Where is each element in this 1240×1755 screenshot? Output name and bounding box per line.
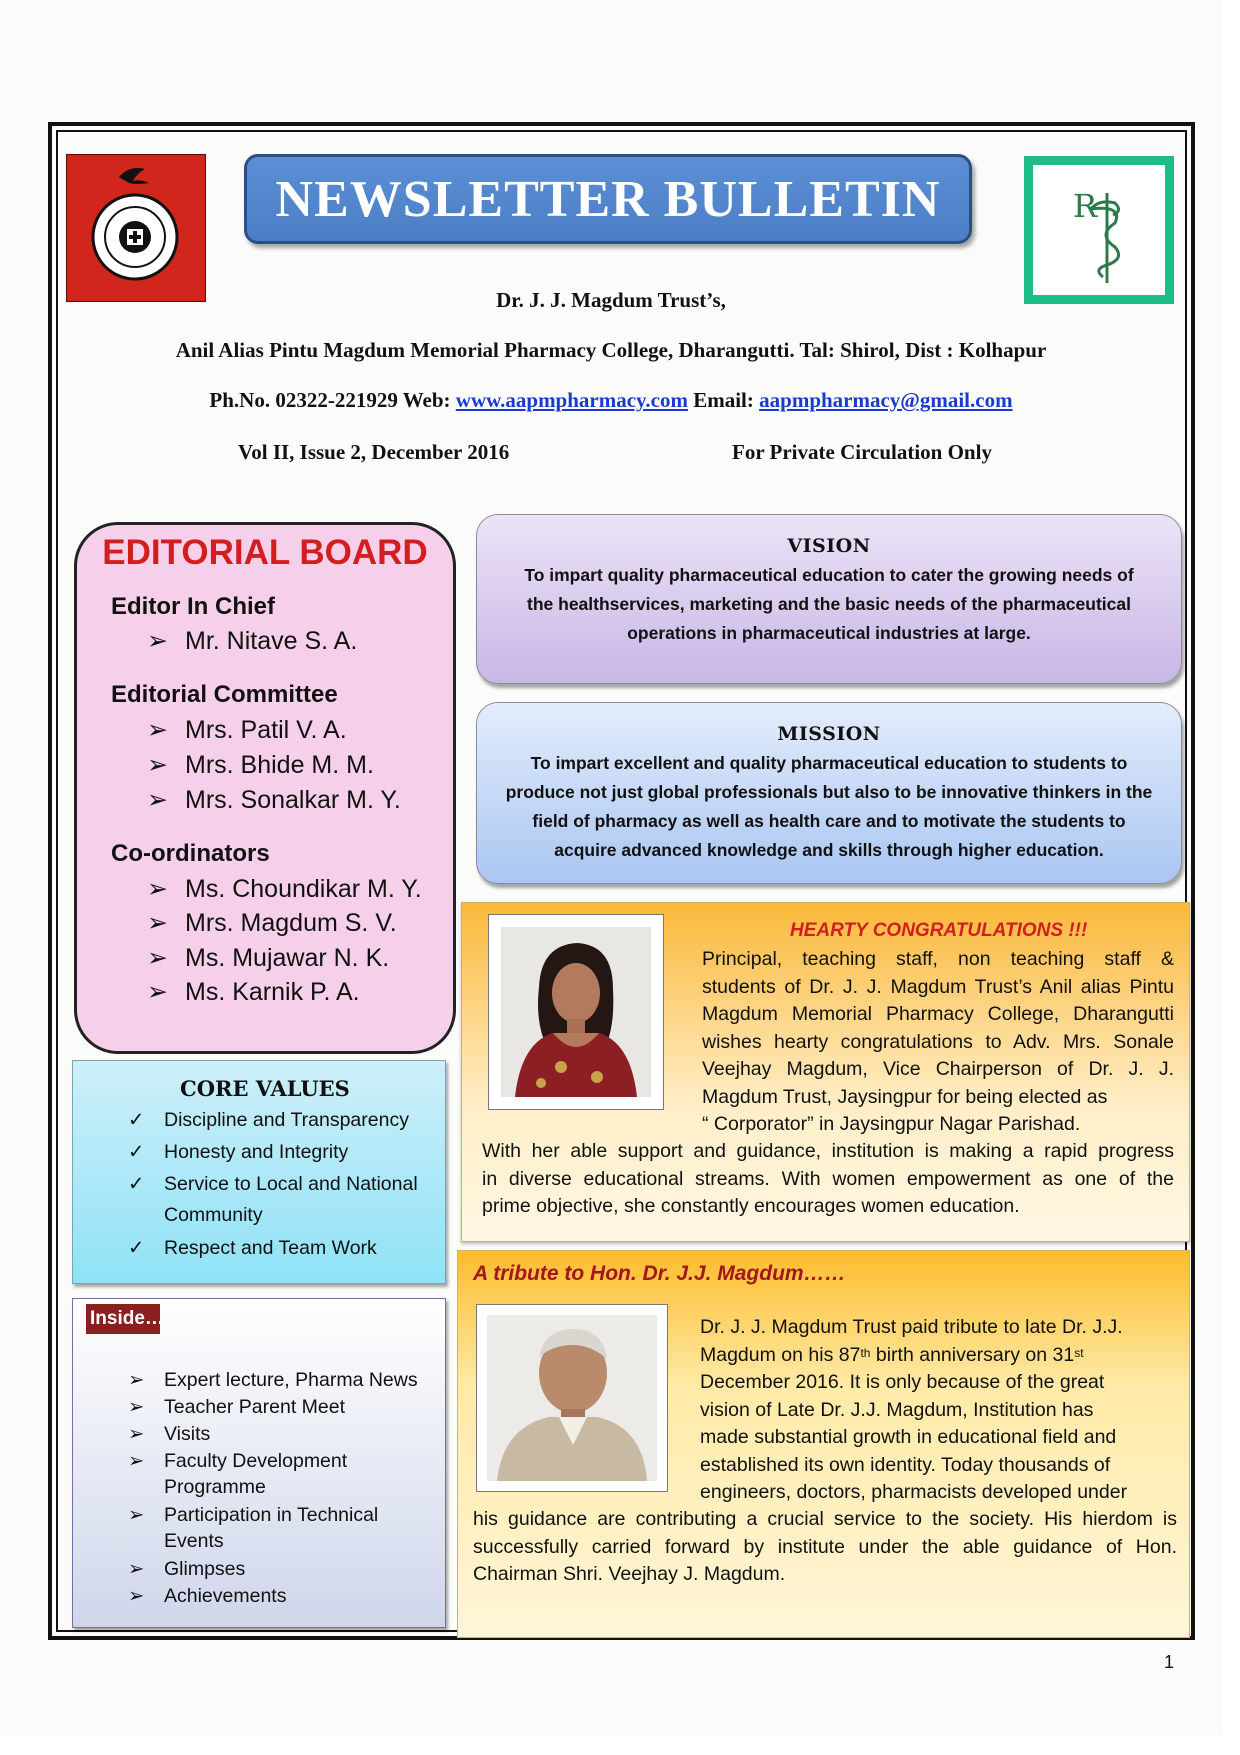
arrow-bullet-icon: ➢ — [147, 627, 168, 655]
checkmark-icon: ✓ — [128, 1173, 145, 1195]
editor-in-chief-heading: Editor In Chief — [111, 593, 275, 620]
arrow-bullet-icon: ➢ — [147, 751, 168, 779]
coordinator: ➢ Ms. Choundikar M. Y. — [147, 875, 422, 903]
tribute-heading: A tribute to Hon. Dr. J.J. Magdum…… — [473, 1262, 846, 1285]
vision-panel — [476, 514, 1182, 684]
checkmark-icon: ✓ — [128, 1237, 145, 1259]
newsletter-title: NEWSLETTER BULLETIN — [275, 170, 941, 228]
portrait-man-icon — [487, 1315, 657, 1481]
core-value-item: ✓ Honesty and Integrity — [128, 1141, 349, 1163]
committee-member: ➢ Mrs. Sonalkar M. Y. — [147, 786, 401, 814]
core-value-item: ✓ Service to Local and National — [128, 1173, 418, 1195]
arrow-bullet-icon: ➢ — [147, 978, 168, 1006]
editorial-board-title: EDITORIAL BOARD — [102, 533, 428, 572]
checkmark-icon: ✓ — [128, 1109, 145, 1131]
mission-panel — [476, 702, 1182, 884]
committee-member: ➢ Mrs. Patil V. A. — [147, 716, 347, 744]
contents-item-continued: Events — [164, 1530, 224, 1552]
congratulations-heading: HEARTY CONGRATULATIONS !!! — [790, 920, 1088, 941]
inside-tag: Inside… — [86, 1304, 160, 1334]
contents-item[interactable]: ➢ Glimpses — [128, 1558, 246, 1580]
vision-text: To impart quality pharmaceutical education to cater the growing needs of the healthservices, marketing and the basic needs of the pharmaceutical operations in pharmaceutical industries at large. — [524, 565, 1134, 643]
contents-item[interactable]: ➢ Faculty Development — [128, 1450, 348, 1472]
rx-letter: R — [1073, 187, 1098, 225]
newsletter-title-banner — [244, 154, 972, 244]
coordinator: ➢ Ms. Karnik P. A. — [147, 978, 360, 1006]
editor-in-chief: ➢ Mr. Nitave S. A. — [147, 627, 358, 655]
core-values-heading: CORE VALUES — [180, 1076, 350, 1101]
contents-item-continued: Programme — [164, 1476, 266, 1498]
arrow-bullet-icon: ➢ — [128, 1558, 145, 1580]
coordinator: ➢ Mrs. Magdum S. V. — [147, 909, 397, 937]
arrow-bullet-icon: ➢ — [128, 1423, 145, 1445]
committee-member: ➢ Mrs. Bhide M. M. — [147, 751, 374, 779]
circulation-note: For Private Circulation Only — [732, 440, 992, 464]
trust-name: Dr. J. J. Magdum Trust’s, — [496, 288, 726, 312]
mission-text: To impart excellent and quality pharmaceutical education to students to produce not just global professionals but also to be innovative thinkers in the field of pharmacy as well as health care and to motivate the students to acquire advanced knowledge and skills through higher education. — [505, 753, 1153, 860]
contact-line — [0, 388, 1222, 413]
tribute-text: Dr. J. J. Magdum Trust paid tribute to late Dr. J.J. Magdum on his 87th birth anniversary on 31st December 2016. It is only because of the great vision of Late Dr. J.J. Magdum, Institution has made substantial growth in educational field and established its own identity. Today thousands of engineers, doctors, pharmacists developed under — [700, 1316, 1128, 1503]
coordinators-heading: Co-ordinators — [111, 840, 270, 867]
volume-issue: Vol II, Issue 2, December 2016 — [238, 440, 510, 464]
editorial-committee-heading: Editorial Committee — [111, 681, 338, 708]
congratulations-text: Principal, teaching staff, non teaching staff & students of Dr. J. J. Magdum Trust’s Anil alias Pintu Magdum Memorial Pharmacy College, Dharangutti wishes hearty congratulations to Adv. Mrs. Sonale Veejhay Magdum, Vice Chairperson of Dr. J. J. Magdum Trust, Jaysingpur for being elected as “ Corporator” in Jaysingpur Nagar Parishad. — [702, 948, 1174, 1135]
portrait-woman-icon — [501, 927, 651, 1097]
mission-heading: MISSION — [777, 723, 881, 745]
checkmark-icon: ✓ — [128, 1141, 145, 1163]
arrow-bullet-icon: ➢ — [147, 944, 168, 972]
tribute-text-continued: his guidance are contributing a crucial service to the society. His hierdom is successfully carried forward by institute under the able guidance of Hon. Chairman Shri. Veejhay J. Magdum. — [473, 1508, 1177, 1585]
rx-caduceus-icon — [1033, 165, 1165, 295]
sonale-magdum-photo — [488, 914, 664, 1110]
core-value-item: ✓ Respect and Team Work — [128, 1237, 377, 1259]
college-name: Anil Alias Pintu Magdum Memorial Pharmacy College, Dharangutti. Tal: Shirol, Dist : Kolhapur — [175, 338, 1047, 362]
website-link[interactable]: www.aapmpharmacy.com — [455, 388, 688, 412]
coordinator: ➢ Ms. Mujawar N. K. — [147, 944, 390, 972]
contents-item[interactable]: ➢ Participation in Technical — [128, 1504, 379, 1526]
arrow-bullet-icon: ➢ — [128, 1396, 145, 1418]
arrow-bullet-icon: ➢ — [147, 786, 168, 814]
core-value-item-continued: Community — [164, 1204, 263, 1226]
arrow-bullet-icon: ➢ — [147, 716, 168, 744]
vision-heading: VISION — [787, 535, 871, 557]
email-label: Email: — [693, 388, 754, 412]
editorial-board-panel — [74, 522, 456, 1054]
contents-item[interactable]: ➢ Achievements — [128, 1585, 287, 1607]
contents-item[interactable]: ➢ Expert lecture, Pharma News — [128, 1369, 418, 1391]
email-link[interactable]: aapmpharmacy@gmail.com — [759, 388, 1013, 412]
trust-logo — [66, 154, 206, 302]
contents-item[interactable]: ➢ Teacher Parent Meet — [128, 1396, 346, 1418]
arrow-bullet-icon: ➢ — [147, 909, 168, 937]
jj-magdum-photo — [476, 1304, 668, 1492]
trust-seal-icon — [67, 155, 205, 301]
pharmacy-logo — [1024, 156, 1174, 304]
arrow-bullet-icon: ➢ — [128, 1450, 145, 1472]
core-value-item: ✓ Discipline and Transparency — [128, 1109, 409, 1131]
phone-label: Ph.No. 02322-221929 Web: — [209, 388, 451, 412]
congratulations-text-continued: With her able support and guidance, institution is making a rapid progress in diverse educational streams. With women empowerment as one of the prime objective, she constantly encourages women education. — [482, 1140, 1174, 1217]
contents-item[interactable]: ➢ Visits — [128, 1423, 211, 1445]
arrow-bullet-icon: ➢ — [147, 875, 168, 903]
page-number: 1 — [1164, 1652, 1175, 1672]
arrow-bullet-icon: ➢ — [128, 1504, 145, 1526]
arrow-bullet-icon: ➢ — [128, 1369, 145, 1391]
arrow-bullet-icon: ➢ — [128, 1585, 145, 1607]
